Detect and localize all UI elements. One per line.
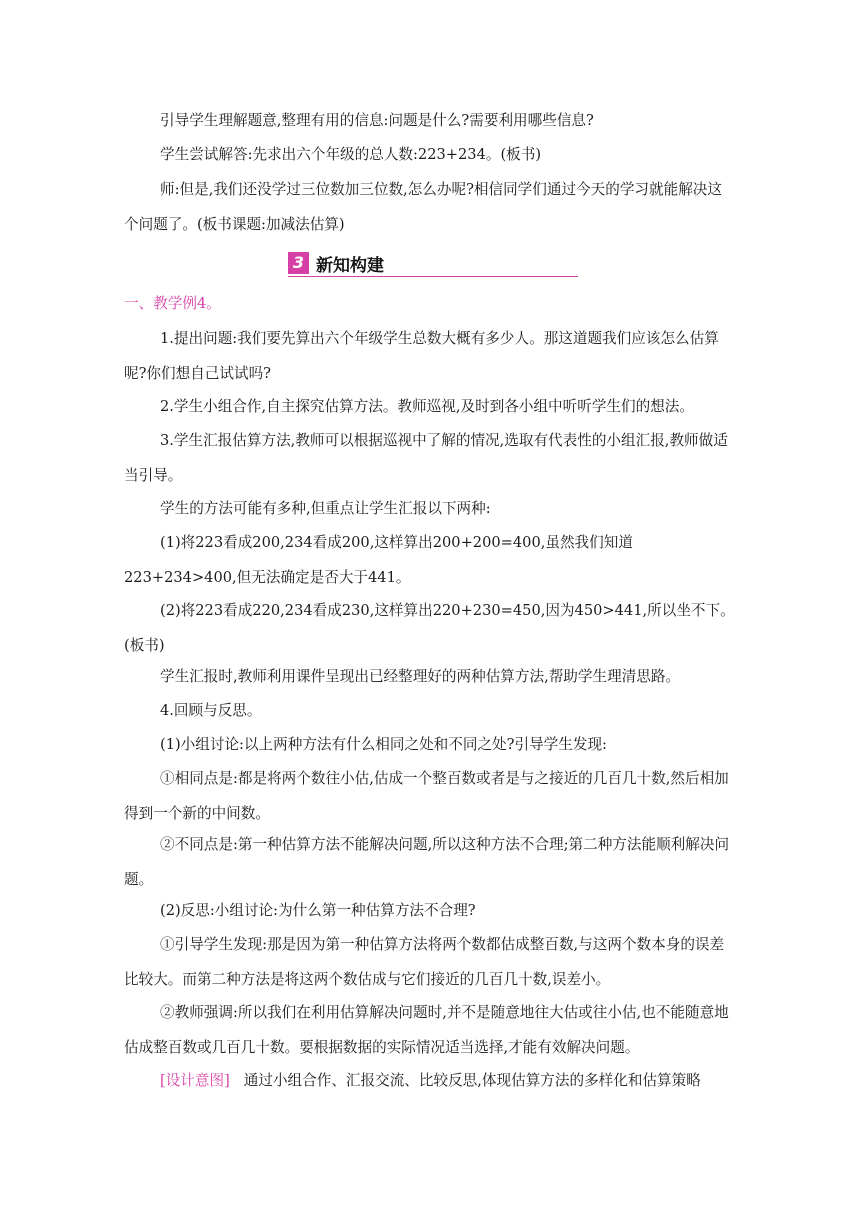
paragraph: 4.回顾与反思。 (160, 702, 262, 719)
paragraph: (2)将223看成220,234看成230,这样算出220+230=450,因为450>441,所以坐不下。(板书) (124, 602, 735, 654)
section-header (288, 250, 578, 277)
design-intent-text: 通过小组合作、汇报交流、比较反思,体现估算方法的多样化和估算策略 (243, 1072, 701, 1089)
section-number-badge: 3 (288, 252, 309, 274)
section-title: 新知构建 (316, 256, 384, 276)
paragraph: (1)将223看成200,234看成200,这样算出200+200=400,虽然我们知道223+234>400,但无法确定是否大于441。 (124, 534, 633, 586)
paragraph: 师:但是,我们还没学过三位数加三位数,怎么办呢?相信同学们通过今天的学习就能解决这个问题了。(板书课题:加减法估算) (124, 181, 722, 233)
heading-example-4: 一、教学例4。 (124, 295, 221, 312)
paragraph: ②不同点是:第一种估算方法不能解决问题,所以这种方法不合理;第二种方法能顺利解决问题。 (124, 836, 730, 888)
paragraph: 学生汇报时,教师利用课件呈现出已经整理好的两种估算方法,帮助学生理清思路。 (160, 668, 681, 685)
paragraph: 3.学生汇报估算方法,教师可以根据巡视中了解的情况,选取有代表性的小组汇报,教师做适当引导。 (124, 432, 728, 484)
paragraph: ①引导学生发现:那是因为第一种估算方法将两个数都估成整百数,与这两个数本身的误差比较大。而第二种方法是将这两个数估成与它们接近的几百几十数,误差小。 (124, 936, 725, 988)
design-intent-tag: [设计意图] (160, 1072, 230, 1089)
paragraph: ②教师强调:所以我们在利用估算解决问题时,并不是随意地往大估或往小估,也不能随意地估成整百数或几百几十数。要根据数据的实际情况适当选择,才能有效解决问题。 (124, 1004, 729, 1056)
paragraph: 学生尝试解答:先求出六个年级的总人数:223+234。(板书) (160, 146, 542, 163)
paragraph: (1)小组讨论:以上两种方法有什么相同之处和不同之处?引导学生发现: (160, 736, 607, 753)
paragraph: 1.提出问题:我们要先算出六个年级学生总数大概有多少人。那这道题我们应该怎么估算呢?你们想自己试试吗? (124, 330, 719, 382)
paragraph: (2)反思:小组讨论:为什么第一种估算方法不合理? (160, 902, 476, 919)
paragraph: 学生的方法可能有多种,但重点让学生汇报以下两种: (160, 500, 491, 517)
paragraph: 引导学生理解题意,整理有用的信息:问题是什么?需要利用哪些信息? (160, 112, 594, 129)
design-intent (124, 1064, 736, 1099)
paragraph: ①相同点是:都是将两个数往小估,估成一个整百数或者是与之接近的几百几十数,然后相加得到一个新的中间数。 (124, 770, 729, 822)
paragraph: 2.学生小组合作,自主探究估算方法。教师巡视,及时到各小组中听听学生们的想法。 (160, 398, 694, 415)
